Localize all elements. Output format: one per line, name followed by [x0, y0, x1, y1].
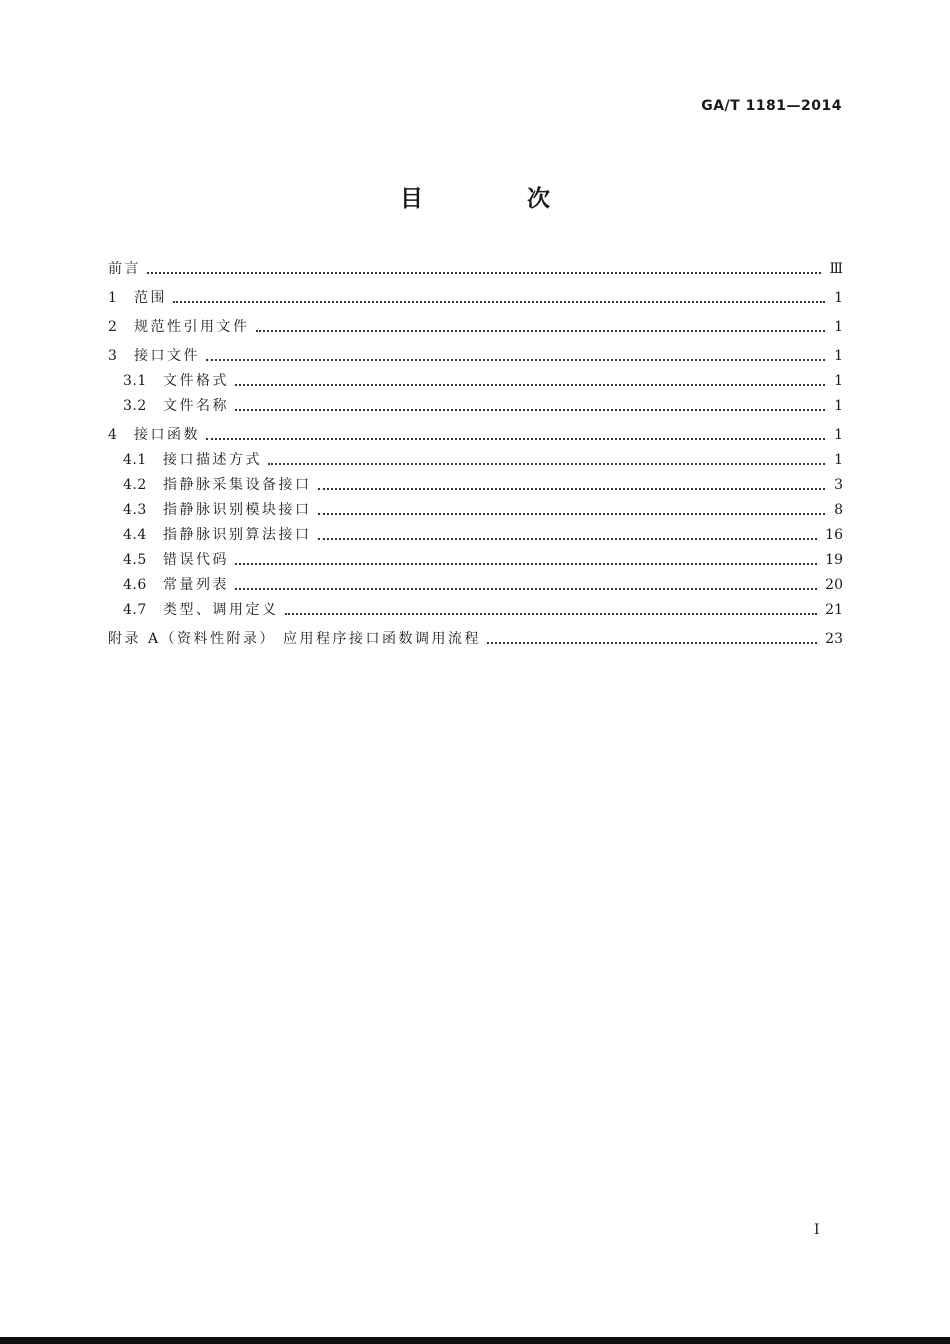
toc-entry-number: 3.2: [123, 398, 147, 414]
toc-entry-number: 4.3: [123, 502, 147, 518]
toc-entry-number: 4: [108, 427, 118, 443]
dot-leader: [147, 264, 821, 274]
dot-leader: [318, 505, 826, 515]
toc-entry-label: 附录 A（资料性附录） 应用程序接口函数调用流程: [108, 631, 482, 647]
toc-entry-number: 1: [108, 290, 118, 306]
toc-entry-page: 16: [825, 527, 843, 543]
standard-code: GA/T 1181—2014: [701, 98, 842, 114]
dot-leader: [285, 605, 818, 615]
toc-entry[interactable]: [108, 286, 843, 311]
dot-leader: [318, 530, 818, 540]
toc-entry[interactable]: [108, 315, 843, 340]
toc-entry[interactable]: [108, 627, 843, 652]
toc-entry-number: 3: [108, 348, 118, 364]
toc-entry[interactable]: [108, 598, 843, 623]
toc-entry-label: 文件格式: [163, 373, 229, 389]
toc-entry[interactable]: [108, 257, 843, 282]
toc-entry[interactable]: [108, 344, 843, 369]
toc-entry-page: 20: [825, 577, 843, 593]
toc-entry[interactable]: [108, 573, 843, 598]
toc-entry-number: 4.2: [123, 477, 147, 493]
toc-entry[interactable]: [108, 394, 843, 419]
toc-entry-page: 3: [834, 477, 843, 493]
toc-entry-page: 1: [834, 398, 843, 414]
dot-leader: [318, 480, 826, 490]
dot-leader: [206, 351, 825, 361]
toc-title: 目 次: [399, 186, 598, 212]
toc-entry-page: 1: [834, 319, 843, 335]
toc-entry-label: 接口函数: [134, 427, 200, 443]
bottom-rule: [0, 1337, 950, 1344]
toc-entry-label: 指静脉采集设备接口: [163, 477, 312, 493]
toc-entry-label: 范围: [134, 290, 167, 306]
toc-entry[interactable]: [108, 498, 843, 523]
toc-entry-page: Ⅲ: [829, 261, 843, 277]
toc-entry-number: 4.5: [123, 552, 147, 568]
dot-leader: [235, 401, 825, 411]
toc-entry-number: 3.1: [123, 373, 147, 389]
dot-leader: [268, 455, 825, 465]
dot-leader: [173, 293, 825, 303]
toc-entry-page: 23: [825, 631, 843, 647]
dot-leader: [206, 430, 825, 440]
toc-entry-number: 4.7: [123, 602, 147, 618]
toc-entry[interactable]: [108, 523, 843, 548]
dot-leader: [256, 322, 826, 332]
toc-entry-page: 1: [834, 290, 843, 306]
toc-entry-label: 规范性引用文件: [134, 319, 250, 335]
dot-leader: [235, 580, 817, 590]
toc-entry[interactable]: [108, 369, 843, 394]
dot-leader: [235, 376, 825, 386]
toc-entry[interactable]: [108, 473, 843, 498]
toc-entry-label: 接口文件: [134, 348, 200, 364]
toc-entry-page: 1: [834, 373, 843, 389]
toc-entry[interactable]: [108, 448, 843, 473]
dot-leader: [487, 634, 817, 644]
toc-entry-page: 1: [834, 452, 843, 468]
toc-entry-label: 前言: [108, 261, 141, 277]
toc-entry-page: 21: [825, 602, 843, 618]
toc-entry-number: 2: [108, 319, 118, 335]
toc-entry[interactable]: [108, 423, 843, 448]
toc-entry-label: 类型、调用定义: [163, 602, 279, 618]
toc-entry-page: 1: [834, 348, 843, 364]
toc-entry[interactable]: [108, 548, 843, 573]
page-number: I: [814, 1222, 820, 1238]
toc-entry-page: 1: [834, 427, 843, 443]
toc-entry-label: 错误代码: [163, 552, 229, 568]
toc-entry-page: 8: [834, 502, 843, 518]
toc-entry-number: 4.1: [123, 452, 147, 468]
toc-entry-number: 4.6: [123, 577, 147, 593]
dot-leader: [235, 555, 817, 565]
toc-entry-label: 接口描述方式: [163, 452, 262, 468]
table-of-contents: [108, 257, 843, 652]
toc-entry-label: 指静脉识别算法接口: [163, 527, 312, 543]
toc-entry-number: 4.4: [123, 527, 147, 543]
toc-entry-page: 19: [825, 552, 843, 568]
toc-entry-label: 文件名称: [163, 398, 229, 414]
toc-entry-label: 指静脉识别模块接口: [163, 502, 312, 518]
toc-entry-label: 常量列表: [163, 577, 229, 593]
